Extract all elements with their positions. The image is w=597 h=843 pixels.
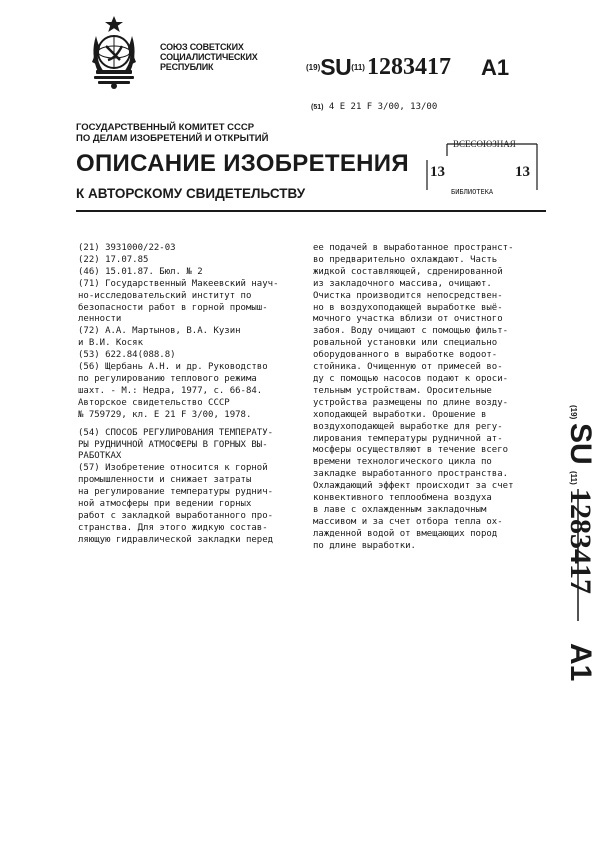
abstract-line: ровальной установки или специально: [313, 338, 498, 349]
bib-line: (72) А.А. Мартынов, В.А. Кузин: [78, 326, 241, 337]
document-title: ОПИСАНИЕ ИЗОБРЕТЕНИЯ: [76, 150, 409, 177]
abstract-line: по длине выработки.: [313, 540, 416, 551]
union-line: РЕСПУБЛИК: [160, 62, 214, 72]
abstract-line: ду с помощью насосов подают к ороси-: [313, 373, 509, 384]
abstract-line: жидкой составляющей, сдренированной: [313, 266, 503, 277]
abstract-line: массивом и за счет отбора тепла ох-: [313, 516, 503, 527]
country-prefix: (19): [306, 63, 321, 72]
country-code: SU: [320, 54, 352, 80]
left-column: [78, 243, 310, 547]
side-country-code: SU: [564, 423, 597, 465]
abstract-line: Охлаждающий эффект происходит за счет: [313, 481, 514, 492]
right-column: [313, 243, 545, 553]
committee-line: ПО ДЕЛАМ ИЗОБРЕТЕНИЙ И ОТКРЫТИЙ: [76, 133, 269, 144]
abstract-line: мочного участка вблизи от очистного: [313, 314, 503, 325]
abstract-line: странства. Для этого жидкую состав-: [78, 522, 268, 533]
abstract-line: закладке выработанного пространства.: [313, 469, 509, 480]
publication-number-block: [306, 54, 509, 81]
abstract-line: стойника. Очищенную от примесей во-: [313, 362, 503, 373]
bib-line: но-исследовательский институт по: [78, 290, 252, 301]
bib-line: (21) 3931000/22-03: [78, 243, 176, 253]
bib-line: (56) Щербань А.Н. и др. Руководство: [78, 362, 268, 373]
abstract-line: но в воздухоподающей выработке выё-: [313, 302, 503, 313]
stamp-number-right: 13: [515, 164, 530, 180]
bib-line: Авторское свидетельство СССР: [78, 397, 230, 408]
abstract-line: промышленности и снижает затраты: [78, 475, 252, 486]
side-kind-code: A1: [564, 643, 597, 682]
ipc-prefix: (51): [311, 104, 324, 111]
number-prefix: (11): [351, 63, 365, 72]
abstract-line: во предварительно охлаждают. Часть: [313, 254, 498, 265]
abstract-line: в лаве с охлажденным закладочным: [313, 504, 487, 515]
library-stamp: [427, 140, 539, 200]
stamp-word: ВСЕСОЮЗНАЯ: [453, 139, 516, 149]
side-number-prefix: (11): [569, 471, 578, 485]
abstract-line: тельным устройствам. Оросительные: [313, 385, 492, 396]
union-name: [160, 42, 258, 72]
abstract-line: работ с закладкой выработанного про-: [78, 510, 274, 521]
invention-title-line: РАБОТКАХ: [78, 451, 122, 462]
abstract-line: лажденной водой от вмещающих пород: [313, 528, 498, 539]
bib-line: (71) Государственный Макеевский науч-: [78, 278, 279, 289]
side-publication-number: 1283417: [564, 489, 597, 594]
abstract-line: на регулирование температуры руднич-: [78, 487, 274, 498]
abstract-line: конвективного теплообмена воздуха: [313, 493, 492, 504]
committee-line: ГОСУДАРСТВЕННЫЙ КОМИТЕТ СССР: [76, 122, 255, 133]
abstract-line: из закладочного массива, очищают.: [313, 278, 492, 289]
abstract-line: забоя. Воду очищают с помощью фильт-: [313, 326, 509, 337]
document-subtitle: К АВТОРСКОМУ СВИДЕТЕЛЬСТВУ: [76, 186, 306, 201]
ipc-classification: [311, 102, 437, 112]
bib-line: шахт. - М.: Недра, 1977, с. 66-84.: [78, 385, 263, 396]
bib-line: безопасности работ в горной промыш-: [78, 302, 268, 313]
abstract-line: хоподающей выработки. Орошение в: [313, 409, 487, 420]
abstract-line: устройства размещены по длине возду-: [313, 397, 509, 408]
abstract-line: ляющую гидравлической закладки перед: [78, 534, 274, 545]
side-country-prefix: (19): [569, 405, 578, 420]
abstract-line: ной атмосферы при ведении горных: [78, 499, 252, 510]
abstract-line: лирования температуры рудничной ат-: [313, 433, 503, 444]
bib-line: № 759729, кл. Е 21 F 3/00, 1978.: [78, 409, 252, 420]
bib-line: и В.И. Косяк: [78, 338, 144, 349]
bib-line: ленности: [78, 314, 122, 325]
abstract-line: воздухоподающей выработке для регу-: [313, 421, 503, 432]
abstract-line: оборудованного в выработке водоот-: [313, 350, 498, 361]
union-line: СОЦИАЛИСТИЧЕСКИХ: [160, 52, 258, 62]
abstract-line: ее подачей в выработанное пространст-: [313, 243, 514, 253]
bib-line: по регулированию теплового режима: [78, 373, 257, 384]
union-line: СОЮЗ СОВЕТСКИХ: [160, 42, 244, 52]
stamp-library: БИБЛИОТЕКА: [451, 188, 494, 196]
invention-title-line: (54) СПОСОБ РЕГУЛИРОВАНИЯ ТЕМПЕРАТУ-: [78, 427, 274, 438]
publication-number: 1283417: [366, 54, 451, 80]
kind-code: A1: [480, 54, 510, 80]
abstract-line: времени технологического цикла по: [313, 457, 492, 468]
bib-line: (46) 15.01.87. Бюл. № 2: [78, 266, 203, 277]
invention-title-line: РЫ РУДНИЧНОЙ АТМОСФЕРЫ В ГОРНЫХ ВЫ-: [78, 439, 268, 450]
abstract-line: (57) Изобретение относится к горной: [78, 463, 268, 474]
bib-line: (22) 17.07.85: [78, 254, 149, 265]
bib-line: (53) 622.84(088.8): [78, 350, 176, 361]
ipc-value: 4 E 21 F 3/00, 13/00: [328, 102, 438, 112]
abstract-line: Очистка производится непосредствен-: [313, 290, 503, 301]
abstract-line: мосферы осуществляют в течение всего: [313, 445, 509, 456]
header-rule: [76, 210, 546, 212]
committee-name: [76, 122, 268, 144]
stamp-number-left: 13: [430, 164, 445, 180]
ussr-emblem-icon: [76, 14, 152, 90]
vertical-publication-number: [538, 405, 597, 725]
